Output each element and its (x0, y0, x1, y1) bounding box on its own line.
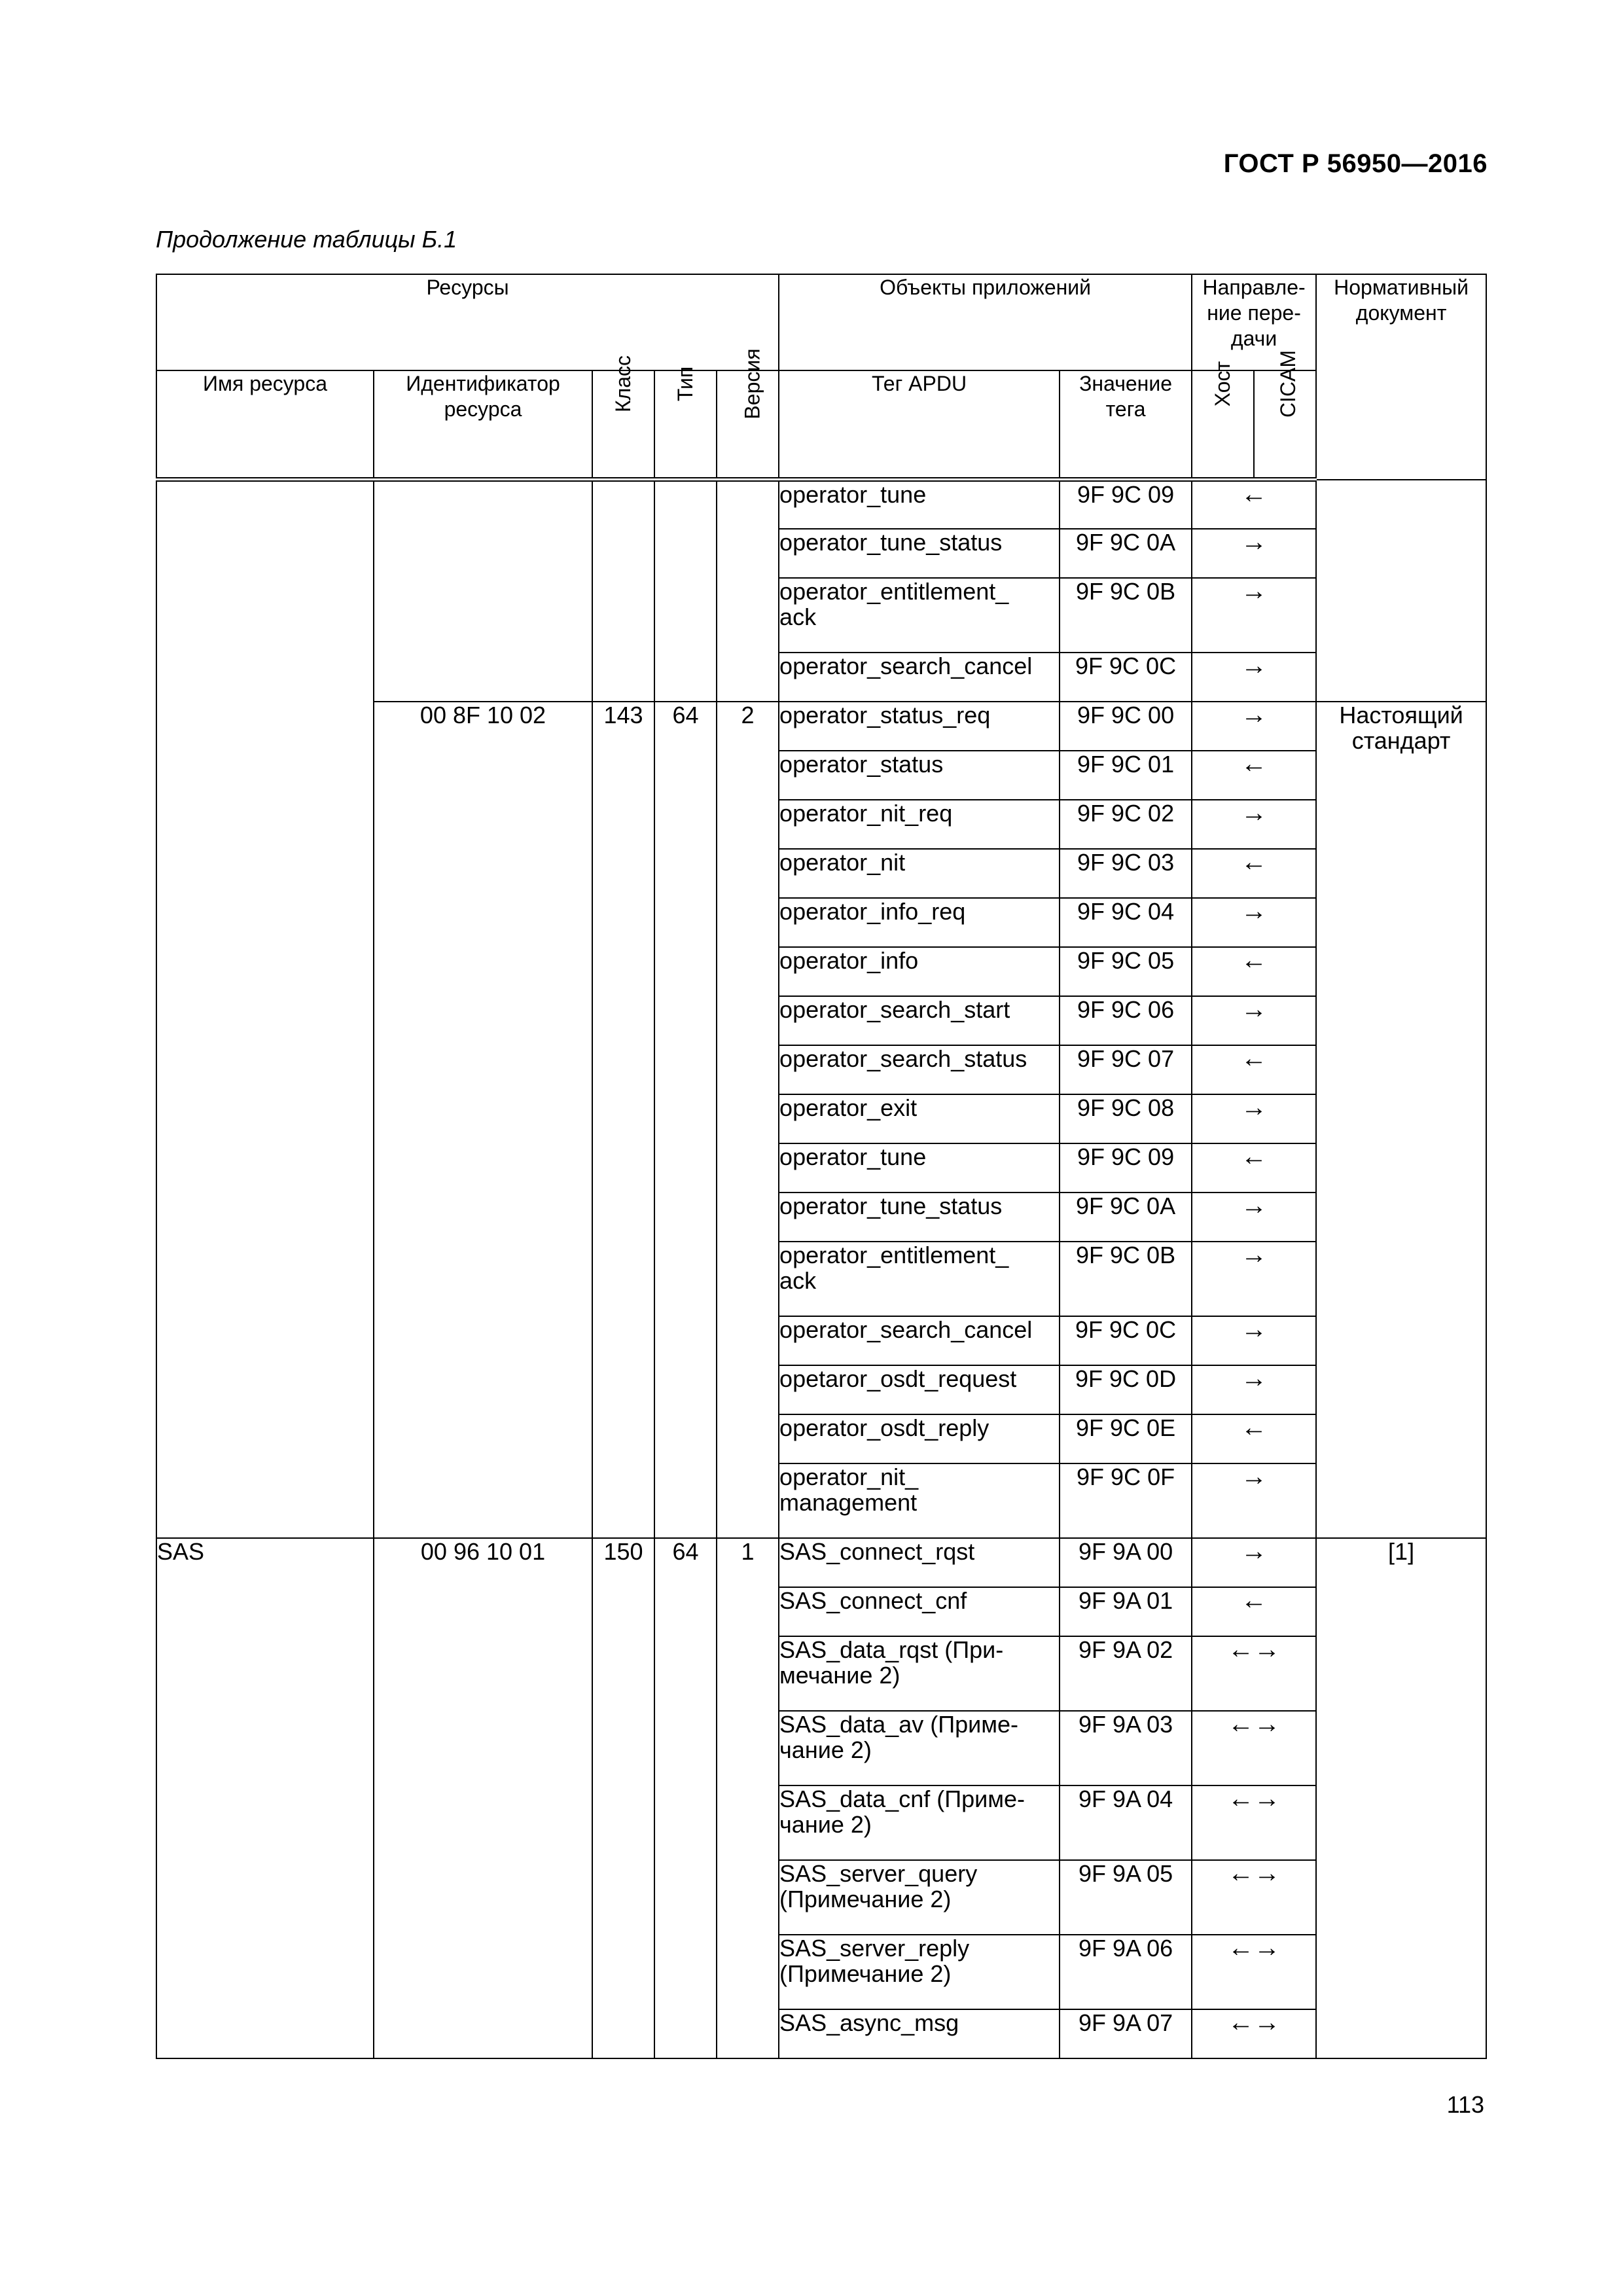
direction-arrow-icon: ←→ (1192, 1935, 1316, 2009)
apdu-tag-cell: operator_tune (779, 480, 1060, 529)
apdu-tag-cell: SAS_server_reply (Примечание 2) (779, 1935, 1060, 2009)
direction-arrow-icon: ←→ (1192, 1711, 1316, 1785)
header-version (717, 348, 779, 480)
direction-arrow-icon: ← (1192, 849, 1316, 898)
tag-value-cell: 9F 9C 0F (1060, 1463, 1192, 1538)
apdu-tag-cell: operator_tune_status (779, 529, 1060, 578)
direction-arrow-icon: → (1192, 1538, 1316, 1587)
header-resource-name: Имя ресурса (156, 370, 374, 480)
table-body (156, 480, 1486, 2058)
apdu-tag-cell: operator_search_status (779, 1045, 1060, 1094)
tag-value-cell: 9F 9A 03 (1060, 1711, 1192, 1785)
normative-doc-cell: Настоящий стандарт (1316, 702, 1486, 1538)
version-cell: 1 (717, 1538, 779, 2058)
direction-arrow-icon: → (1192, 702, 1316, 751)
tag-value-cell: 9F 9A 05 (1060, 1860, 1192, 1935)
direction-arrow-icon: → (1192, 1094, 1316, 1143)
header-class (592, 355, 654, 480)
tag-value-cell: 9F 9C 05 (1060, 947, 1192, 996)
tag-value-cell: 9F 9C 02 (1060, 800, 1192, 849)
tag-value-cell: 9F 9C 0B (1060, 1242, 1192, 1316)
tag-value-cell: 9F 9C 07 (1060, 1045, 1192, 1094)
tag-value-cell: 9F 9C 0A (1060, 529, 1192, 578)
header-cicam (1254, 350, 1316, 480)
apdu-tag-cell: operator_search_cancel (779, 653, 1060, 702)
apdu-tag-cell: SAS_data_av (Приме- чание 2) (779, 1711, 1060, 1785)
header-cicam-label: CICAM (1276, 350, 1300, 418)
tag-value-cell: 9F 9C 06 (1060, 996, 1192, 1045)
tag-value-cell: 9F 9C 0C (1060, 1316, 1192, 1365)
tag-value-cell: 9F 9C 09 (1060, 1143, 1192, 1193)
direction-arrow-icon: ← (1192, 751, 1316, 800)
tag-value-cell: 9F 9C 0E (1060, 1414, 1192, 1463)
direction-arrow-icon: ← (1192, 947, 1316, 996)
resources-table (156, 274, 1487, 2059)
tag-value-cell: 9F 9A 07 (1060, 2009, 1192, 2058)
apdu-tag-cell: operator_nit_ management (779, 1463, 1060, 1538)
header-class-label: Класс (611, 355, 635, 413)
direction-arrow-icon: → (1192, 800, 1316, 849)
header-direction: Направле- ние пере- дачи (1192, 274, 1316, 370)
header-tag-value: Значение тега (1060, 370, 1192, 480)
direction-arrow-icon: ← (1192, 1414, 1316, 1463)
apdu-tag-cell: operator_entitlement_ ack (779, 578, 1060, 653)
apdu-tag-cell: operator_search_cancel (779, 1316, 1060, 1365)
direction-arrow-icon: → (1192, 1193, 1316, 1242)
header-host (1192, 361, 1254, 480)
apdu-tag-cell: operator_tune (779, 1143, 1060, 1193)
header-apdu-tag: Тег APDU (779, 370, 1060, 480)
apdu-tag-cell: operator_exit (779, 1094, 1060, 1143)
table-row (156, 1538, 1486, 1587)
tag-value-cell: 9F 9C 04 (1060, 898, 1192, 947)
direction-arrow-icon: → (1192, 578, 1316, 653)
type-cell (654, 480, 717, 702)
header-type (654, 366, 717, 480)
direction-arrow-icon: ← (1192, 1045, 1316, 1094)
resource-name-cell: SAS (156, 1538, 374, 2058)
direction-arrow-icon: ← (1192, 1587, 1316, 1636)
header-type-label: Тип (673, 366, 697, 402)
header-resource-id: Идентификатор ресурса (374, 370, 592, 480)
tag-value-cell: 9F 9A 01 (1060, 1587, 1192, 1636)
direction-arrow-icon: → (1192, 529, 1316, 578)
apdu-tag-cell: operator_osdt_reply (779, 1414, 1060, 1463)
tag-value-cell: 9F 9C 0B (1060, 578, 1192, 653)
tag-value-cell: 9F 9A 04 (1060, 1785, 1192, 1860)
normative-doc-cell (1316, 480, 1486, 702)
direction-arrow-icon: → (1192, 1365, 1316, 1414)
table-caption: Продолжение таблицы Б.1 (156, 226, 457, 253)
direction-arrow-icon: ←→ (1192, 2009, 1316, 2058)
apdu-tag-cell: SAS_connect_rqst (779, 1538, 1060, 1587)
direction-arrow-icon: ←→ (1192, 1636, 1316, 1711)
apdu-tag-cell: SAS_data_rqst (При- мечание 2) (779, 1636, 1060, 1711)
apdu-tag-cell: operator_status (779, 751, 1060, 800)
header-version-label: Версия (740, 348, 764, 420)
version-cell: 2 (717, 702, 779, 1538)
apdu-tag-cell: operator_info_req (779, 898, 1060, 947)
normative-doc-cell: [1] (1316, 1538, 1486, 2058)
apdu-tag-cell: SAS_async_msg (779, 2009, 1060, 2058)
standard-designation: ГОСТ Р 56950—2016 (1223, 149, 1488, 178)
class-cell: 150 (592, 1538, 654, 2058)
direction-arrow-icon: → (1192, 898, 1316, 947)
apdu-tag-cell: operator_info (779, 947, 1060, 996)
tag-value-cell: 9F 9C 09 (1060, 480, 1192, 529)
tag-value-cell: 9F 9C 01 (1060, 751, 1192, 800)
direction-arrow-icon: → (1192, 1242, 1316, 1316)
resource-id-cell: 00 8F 10 02 (374, 702, 592, 1538)
resource-name-cell (156, 480, 374, 1538)
resource-id-cell (374, 480, 592, 702)
header-host-label: Хост (1211, 361, 1235, 407)
resource-id-cell: 00 96 10 01 (374, 1538, 592, 2058)
apdu-tag-cell: opetaror_osdt_request (779, 1365, 1060, 1414)
apdu-tag-cell: SAS_data_cnf (Приме- чание 2) (779, 1785, 1060, 1860)
apdu-tag-cell: operator_nit_req (779, 800, 1060, 849)
direction-arrow-icon: → (1192, 1316, 1316, 1365)
tag-value-cell: 9F 9C 0C (1060, 653, 1192, 702)
page-number: 113 (1446, 2091, 1484, 2118)
version-cell (717, 480, 779, 702)
apdu-tag-cell: operator_nit (779, 849, 1060, 898)
tag-value-cell: 9F 9C 08 (1060, 1094, 1192, 1143)
apdu-tag-cell: SAS_server_query (Примечание 2) (779, 1860, 1060, 1935)
direction-arrow-icon: ←→ (1192, 1860, 1316, 1935)
class-cell (592, 480, 654, 702)
direction-arrow-icon: ← (1192, 480, 1316, 529)
direction-arrow-icon: → (1192, 1463, 1316, 1538)
direction-arrow-icon: → (1192, 653, 1316, 702)
header-app-objects: Объекты приложений (779, 274, 1192, 370)
tag-value-cell: 9F 9C 03 (1060, 849, 1192, 898)
tag-value-cell: 9F 9C 0D (1060, 1365, 1192, 1414)
header-normative-doc: Нормативный документ (1316, 274, 1486, 480)
tag-value-cell: 9F 9C 0A (1060, 1193, 1192, 1242)
tag-value-cell: 9F 9C 00 (1060, 702, 1192, 751)
apdu-tag-cell: operator_tune_status (779, 1193, 1060, 1242)
apdu-tag-cell: operator_search_start (779, 996, 1060, 1045)
direction-arrow-icon: → (1192, 996, 1316, 1045)
direction-arrow-icon: ← (1192, 1143, 1316, 1193)
header-resources: Ресурсы (156, 274, 779, 370)
direction-arrow-icon: ←→ (1192, 1785, 1316, 1860)
tag-value-cell: 9F 9A 02 (1060, 1636, 1192, 1711)
type-cell: 64 (654, 702, 717, 1538)
tag-value-cell: 9F 9A 06 (1060, 1935, 1192, 2009)
tag-value-cell: 9F 9A 00 (1060, 1538, 1192, 1587)
apdu-tag-cell: operator_status_req (779, 702, 1060, 751)
class-cell: 143 (592, 702, 654, 1538)
table-row (156, 480, 1486, 529)
type-cell: 64 (654, 1538, 717, 2058)
apdu-tag-cell: SAS_connect_cnf (779, 1587, 1060, 1636)
apdu-tag-cell: operator_entitlement_ ack (779, 1242, 1060, 1316)
